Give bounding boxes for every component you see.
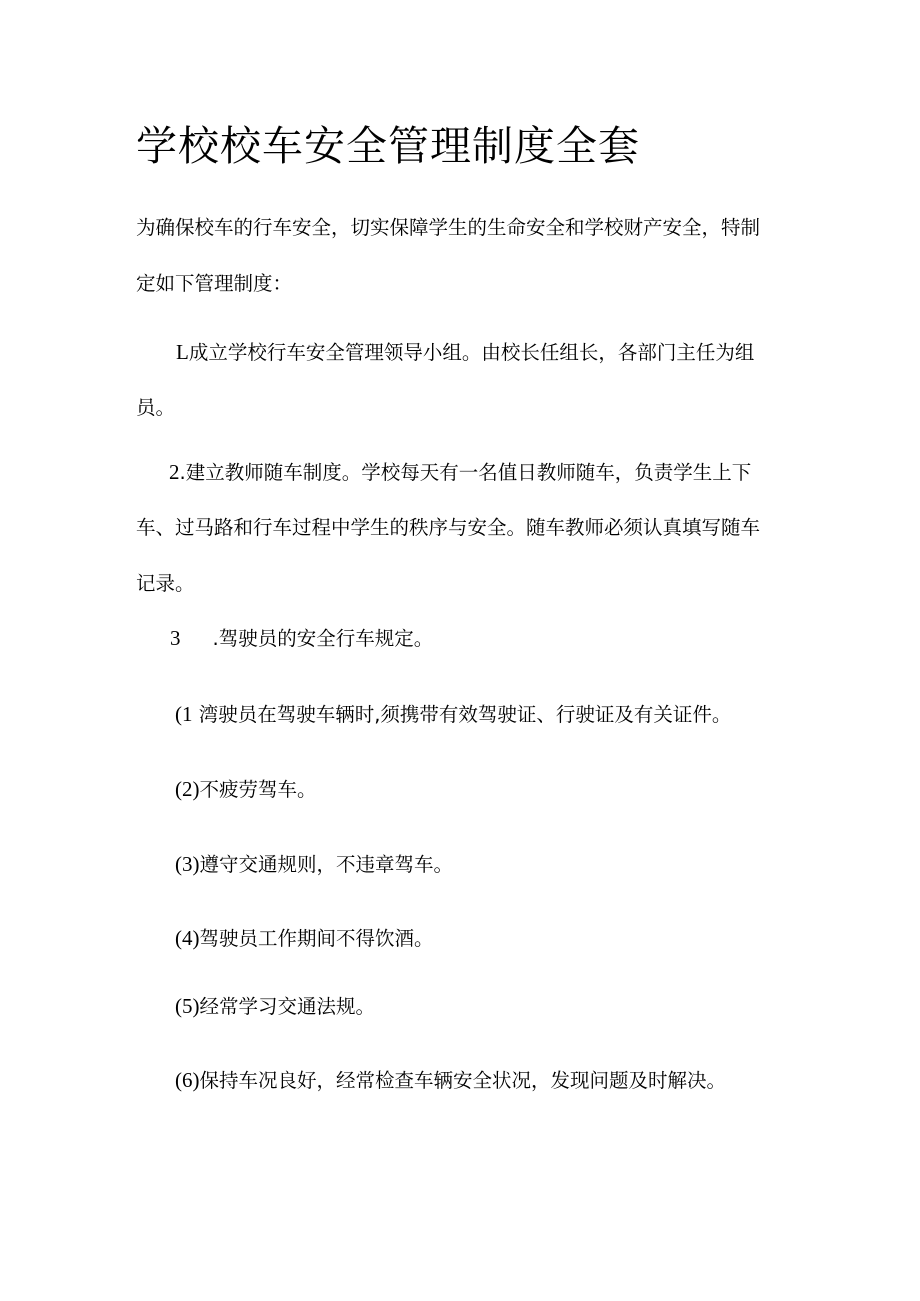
intro-paragraph bbox=[136, 200, 760, 312]
item-1-paragraph bbox=[136, 324, 754, 436]
item-1-number: L bbox=[176, 340, 189, 364]
rule-2 bbox=[175, 763, 317, 816]
rule-3 bbox=[175, 838, 453, 891]
rule-3-text: 遵守交通规则，不违章驾车。 bbox=[199, 853, 454, 876]
rule-5-text: 经常学习交通法规。 bbox=[199, 995, 376, 1018]
rule-1 bbox=[175, 688, 731, 741]
item-3-text: .驾驶员的安全行车规定。 bbox=[212, 627, 434, 650]
rule-5-number: (5) bbox=[175, 994, 200, 1018]
intro-line-2: 定如下管理制度： bbox=[136, 272, 293, 295]
rule-6 bbox=[175, 1054, 726, 1107]
item-3-number: 3 bbox=[170, 626, 181, 650]
rule-3-number: (3) bbox=[175, 852, 200, 876]
item-1-line-2: 员。 bbox=[136, 396, 176, 419]
item-2-text-1: .建立教师随车制度。学校每天有一名值日教师随车，负责学生上下 bbox=[179, 461, 752, 484]
item-3-line bbox=[170, 612, 433, 665]
item-3-paragraph bbox=[170, 612, 433, 665]
item-1-text-1: 成立学校行车安全管理领导小组。由校长任组长，各部门主任为组 bbox=[188, 341, 755, 364]
rule-2-text: 不疲劳驾车。 bbox=[199, 778, 317, 801]
rule-1-text: 湾驶员在驾驶车辆时,须携带有效驾驶证、行驶证及有关证件。 bbox=[198, 703, 732, 726]
rule-1-number: (1 bbox=[175, 702, 193, 726]
item-2-paragraph bbox=[136, 444, 760, 612]
rule-6-number: (6) bbox=[175, 1068, 200, 1092]
rule-4-text: 驾驶员工作期间不得饮酒。 bbox=[199, 927, 434, 950]
rule-4-number: (4) bbox=[175, 926, 200, 950]
intro-line-1: 为确保校车的行车安全，切实保障学生的生命安全和学校财产安全，特制 bbox=[136, 216, 761, 239]
document-title: 学校校车安全管理制度全套 bbox=[136, 122, 640, 170]
item-1-line-1 bbox=[136, 324, 754, 380]
rule-5 bbox=[175, 980, 375, 1033]
rule-4 bbox=[175, 912, 434, 965]
item-2-number: 2 bbox=[169, 460, 180, 484]
item-2-line-2: 车、过马路和行车过程中学生的秩序与安全。随车教师必须认真填写随车 bbox=[136, 516, 761, 539]
rule-2-number: (2) bbox=[175, 777, 200, 801]
item-2-line-3: 记录。 bbox=[136, 572, 195, 595]
rule-6-text: 保持车况良好，经常检查车辆安全状况，发现问题及时解决。 bbox=[199, 1069, 727, 1092]
item-2-line-1 bbox=[136, 444, 760, 500]
